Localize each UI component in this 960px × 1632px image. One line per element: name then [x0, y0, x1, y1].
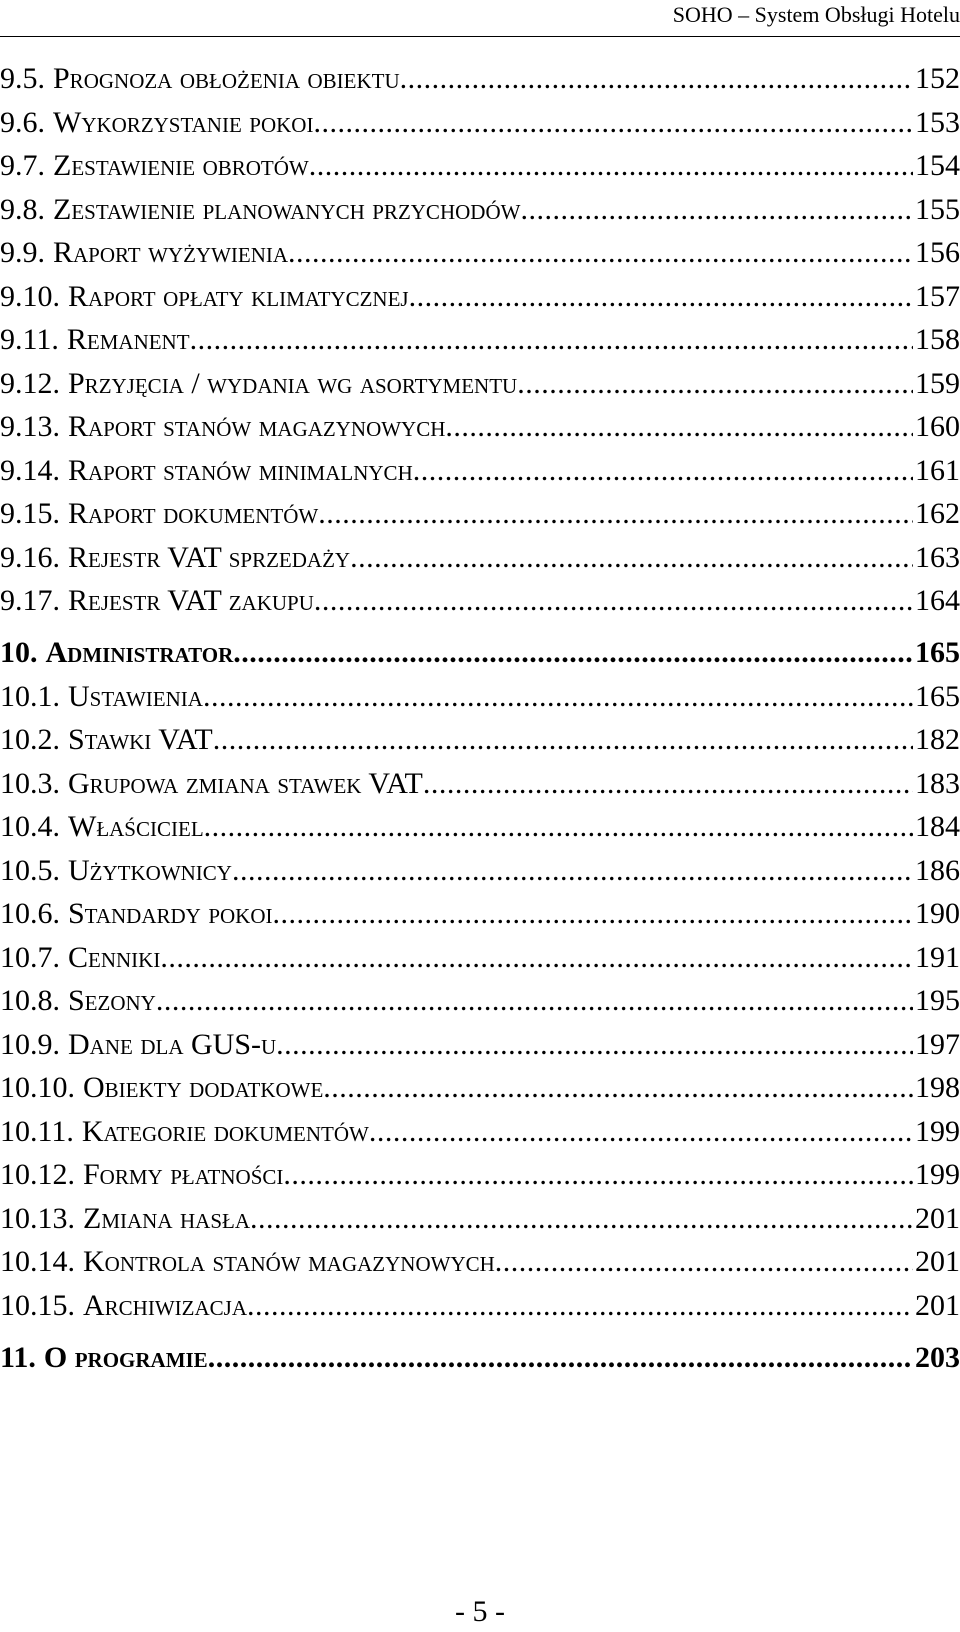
toc-entry[interactable]: [0, 497, 960, 541]
toc-entry-page: 198: [915, 1071, 960, 1104]
toc-entry-number: 9.9.: [0, 236, 45, 269]
toc-entry-page: 195: [915, 984, 960, 1017]
toc-entry-title: Wykorzystanie pokoi: [53, 105, 314, 139]
toc-entry[interactable]: [0, 1245, 960, 1289]
toc-entry-title: Rejestr VAT zakupu: [68, 584, 314, 617]
toc-entry-page: 163: [915, 540, 960, 574]
toc-entry[interactable]: [0, 280, 960, 324]
toc-entry-page: 201: [915, 1201, 960, 1235]
dot-leader: [323, 1071, 913, 1105]
dot-leader: [520, 193, 913, 227]
toc-entry-page: 190: [915, 897, 960, 930]
toc-entry-title: Standardy pokoi: [68, 897, 273, 930]
toc-entry-number: 10.6.: [0, 897, 60, 930]
toc-entry-title: Raport dokumentów: [68, 497, 319, 530]
toc-entry-page: 156: [915, 236, 960, 269]
toc-entry-title: Właściciel: [68, 810, 204, 843]
toc-entry[interactable]: [0, 106, 960, 150]
toc-entry-page: 201: [915, 1288, 960, 1322]
toc-entry-number: 9.11.: [0, 323, 59, 356]
toc-entry-page: 157: [915, 279, 960, 313]
toc-entry[interactable]: [0, 767, 960, 811]
toc-entry[interactable]: [0, 454, 960, 498]
toc-entry-title: Raport wyżywienia: [53, 236, 289, 269]
dot-leader: [208, 1341, 913, 1375]
toc-entry-number: 10.11.: [0, 1114, 74, 1148]
dot-leader: [232, 854, 913, 888]
toc-entry-number: 11.: [0, 1340, 36, 1374]
toc-entry-title: Ustawienia: [68, 679, 203, 713]
toc-entry-page: 199: [915, 1114, 960, 1148]
toc-entry-number: 9.14.: [0, 453, 60, 487]
toc-chapter-entry[interactable]: [0, 1341, 960, 1385]
toc-entry-number: 10.2.: [0, 723, 60, 756]
toc-entry-page: 155: [915, 192, 960, 226]
toc-entry[interactable]: [0, 323, 960, 367]
toc-entry[interactable]: [0, 897, 960, 941]
toc-entry-page: 159: [915, 366, 960, 400]
toc-entry-page: 162: [915, 497, 960, 530]
dot-leader: [283, 1158, 913, 1192]
toc-entry-page: 161: [915, 453, 960, 487]
dot-leader: [160, 941, 913, 975]
dot-leader: [445, 410, 913, 444]
toc-entry-title: Grupowa zmiana stawek VAT: [68, 766, 423, 800]
dot-leader: [288, 236, 913, 270]
toc-entry[interactable]: [0, 62, 960, 106]
dot-leader: [273, 897, 914, 931]
dot-leader: [250, 1202, 913, 1236]
toc-entry-title: Stawki VAT: [68, 723, 213, 756]
toc-entry[interactable]: [0, 236, 960, 280]
toc-entry-number: 10.1.: [0, 679, 60, 713]
toc-entry[interactable]: [0, 1158, 960, 1202]
toc-entry-number: 10.7.: [0, 940, 60, 974]
toc-entry-page: 160: [915, 410, 960, 443]
toc-entry-page: 197: [915, 1027, 960, 1061]
dot-leader: [190, 323, 913, 357]
dot-leader: [156, 984, 913, 1018]
table-of-contents: [0, 62, 960, 1384]
toc-entry-title: Zestawienie obrotów: [53, 149, 309, 182]
toc-entry[interactable]: [0, 680, 960, 724]
toc-entry[interactable]: [0, 193, 960, 237]
toc-entry-title: Prognoza obłożenia obiektu: [53, 62, 400, 95]
toc-entry[interactable]: [0, 854, 960, 898]
dot-leader: [423, 767, 913, 801]
dot-leader: [213, 723, 913, 757]
toc-entry-number: 10.5.: [0, 853, 60, 887]
toc-entry-title: Administrator: [45, 636, 234, 669]
toc-entry-number: 9.6.: [0, 105, 45, 139]
toc-entry-title: Kontrola stanów magazynowych: [83, 1245, 495, 1278]
toc-entry-title: Remanent: [66, 323, 190, 356]
toc-entry-title: Użytkownicy: [68, 853, 232, 887]
toc-entry-number: 9.17.: [0, 584, 60, 617]
toc-entry-title: Sezony: [68, 984, 156, 1017]
toc-entry-title: Dane dla GUS-u: [68, 1027, 277, 1061]
toc-entry[interactable]: [0, 941, 960, 985]
toc-entry-page: 201: [915, 1245, 960, 1278]
toc-entry-title: Archiwizacja: [83, 1288, 247, 1322]
toc-entry-title: Raport opłaty klimatycznej: [68, 279, 409, 313]
toc-entry-number: 10.4.: [0, 810, 60, 843]
toc-entry-page: 199: [915, 1158, 960, 1191]
toc-entry-title: Raport stanów magazynowych: [68, 410, 446, 443]
toc-entry-page: 152: [915, 62, 960, 95]
toc-entry-page: 183: [915, 766, 960, 800]
toc-entry[interactable]: [0, 723, 960, 767]
toc-entry-page: 182: [915, 723, 960, 756]
toc-entry-number: 10.10.: [0, 1071, 75, 1104]
toc-entry-number: 9.15.: [0, 497, 60, 530]
toc-entry-title: Formy płatności: [83, 1158, 284, 1191]
dot-leader: [233, 636, 913, 670]
toc-entry-number: 10.3.: [0, 766, 60, 800]
toc-entry[interactable]: [0, 1289, 960, 1333]
toc-entry-page: 165: [915, 679, 960, 713]
toc-entry-page: 153: [915, 105, 960, 139]
toc-entry-title: Zestawienie planowanych przychodów: [53, 192, 521, 226]
dot-leader: [413, 454, 913, 488]
dot-leader: [247, 1289, 913, 1323]
toc-entry-title: Raport stanów minimalnych: [68, 453, 413, 487]
dot-leader: [517, 367, 913, 401]
page-number: - 5 -: [455, 1595, 505, 1628]
toc-entry[interactable]: [0, 1115, 960, 1159]
toc-entry-page: 203: [915, 1340, 960, 1374]
toc-entry[interactable]: [0, 1028, 960, 1072]
toc-entry[interactable]: [0, 149, 960, 193]
dot-leader: [350, 541, 913, 575]
toc-entry-title: Kategorie dokumentów: [81, 1114, 369, 1148]
toc-entry-title: Przyjęcia / wydania wg asortymentu: [68, 366, 518, 400]
dot-leader: [276, 1028, 913, 1062]
toc-entry[interactable]: [0, 367, 960, 411]
toc-entry-page: 158: [915, 323, 960, 356]
toc-entry-number: 10.9.: [0, 1027, 60, 1061]
header-rule: [0, 36, 960, 37]
toc-entry-page: 165: [915, 636, 960, 669]
dot-leader: [400, 62, 913, 96]
toc-entry[interactable]: [0, 1202, 960, 1246]
toc-entry-page: 164: [915, 584, 960, 617]
toc-entry-title: Cenniki: [68, 940, 161, 974]
dot-leader: [409, 280, 913, 314]
toc-entry-number: 9.7.: [0, 149, 45, 182]
toc-entry-title: Zmiana hasła: [83, 1201, 250, 1235]
dot-leader: [203, 680, 913, 714]
toc-entry-title: O programie: [43, 1340, 208, 1374]
toc-entry[interactable]: [0, 984, 960, 1028]
dot-leader: [495, 1245, 913, 1279]
toc-entry-title: Obiekty dodatkowe: [83, 1071, 324, 1104]
toc-entry-page: 154: [915, 149, 960, 182]
toc-entry-number: 10.15.: [0, 1288, 75, 1322]
toc-entry-number: 10.13.: [0, 1201, 75, 1235]
toc-entry-number: 9.16.: [0, 540, 60, 574]
dot-leader: [318, 497, 913, 531]
toc-entry-number: 9.10.: [0, 279, 60, 313]
dot-leader: [314, 584, 913, 618]
toc-entry-page: 184: [915, 810, 960, 843]
toc-entry-number: 9.8.: [0, 192, 45, 226]
toc-chapter-entry[interactable]: [0, 636, 960, 680]
toc-entry-number: 9.13.: [0, 410, 60, 443]
toc-entry-number: 9.12.: [0, 366, 60, 400]
toc-entry[interactable]: [0, 584, 960, 628]
toc-entry-number: 10.: [0, 636, 38, 669]
toc-entry-number: 10.14.: [0, 1245, 75, 1278]
toc-entry-number: 9.5.: [0, 62, 45, 95]
toc-entry-number: 10.8.: [0, 984, 60, 1017]
toc-entry-page: 191: [915, 940, 960, 974]
toc-entry[interactable]: [0, 410, 960, 454]
dot-leader: [204, 810, 913, 844]
toc-entry-title: Rejestr VAT sprzedaży: [68, 540, 351, 574]
toc-entry[interactable]: [0, 1071, 960, 1115]
dot-leader: [313, 106, 913, 140]
running-header: SOHO – System Obsługi Hotelu: [672, 2, 960, 27]
toc-entry-page: 186: [915, 853, 960, 887]
toc-entry[interactable]: [0, 541, 960, 585]
dot-leader: [309, 149, 913, 183]
toc-entry[interactable]: [0, 810, 960, 854]
dot-leader: [369, 1115, 913, 1149]
toc-entry-number: 10.12.: [0, 1158, 75, 1191]
